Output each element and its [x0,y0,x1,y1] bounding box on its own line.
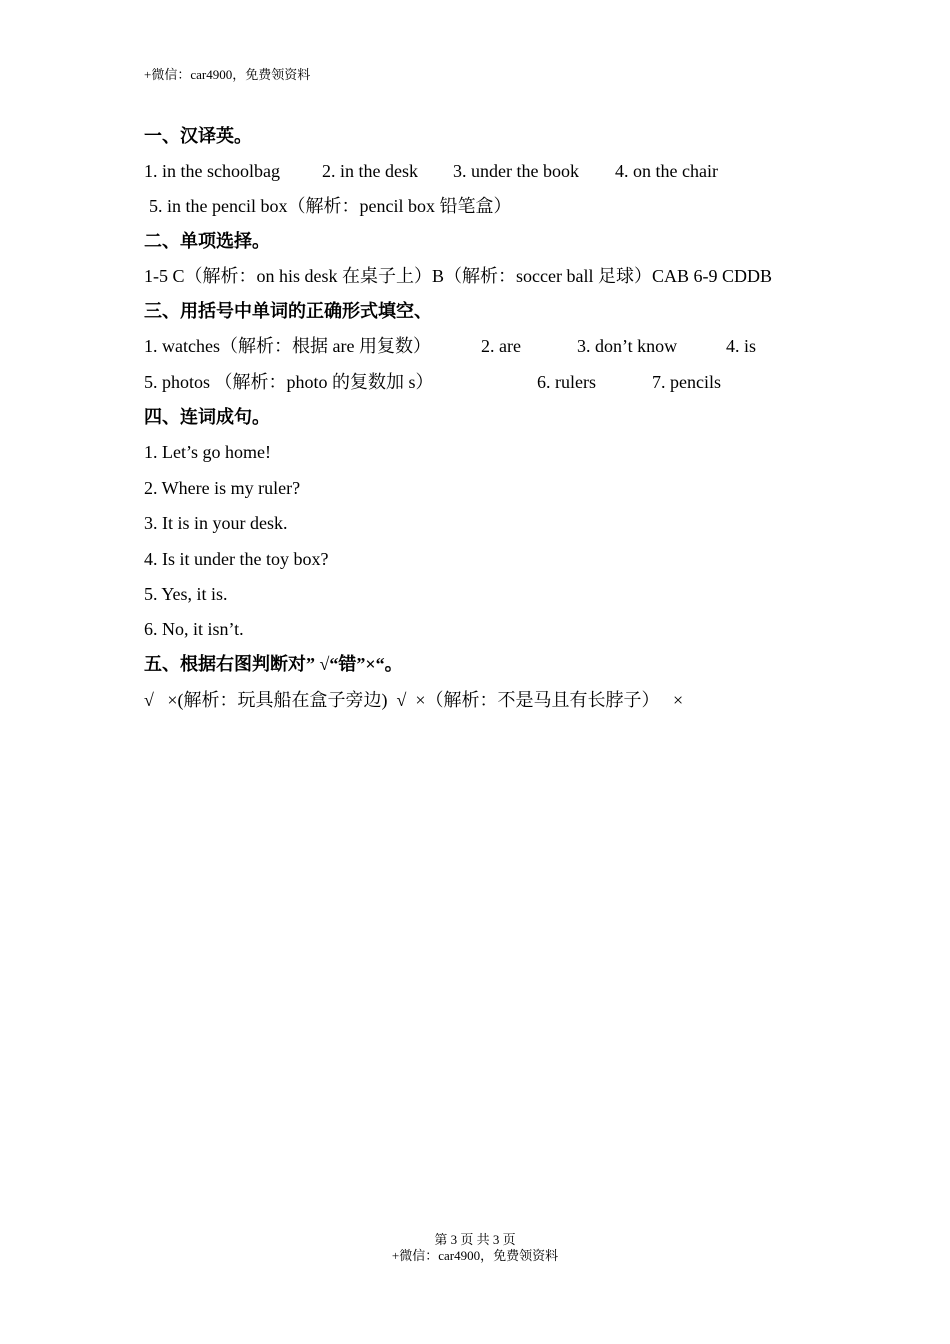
answer-item: 6. rulers [537,372,596,392]
answer-item: 3. don’t know [577,336,678,356]
answer-item: 1. watches（解析：根据 are 用复数） [144,336,431,356]
footer-note: +微信：car4900，免费领资料 [391,1248,559,1263]
section-1-heading: 一、汉译英。 [144,126,252,146]
sentence-item: 3. It is in your desk. [144,513,288,533]
answer-item: 1. in the schoolbag [144,161,280,181]
sentence-item: 5. Yes, it is. [144,584,228,604]
answer-item: 7. pencils [652,372,721,392]
answer-item: 3. under the book [453,161,579,181]
header-note: +微信：car4900，免费领资料 [144,67,311,82]
page-number: 第 3 页 共 3 页 [434,1232,516,1247]
section-4-heading: 四、连词成句。 [144,407,270,427]
sentence-item: 2. Where is my ruler? [144,478,301,498]
section-1-row-2: 5. in the pencil box（解析：pencil box 铅笔盒） [149,196,512,216]
section-2-row-1: 1-5 C（解析：on his desk 在桌子上）B（解析：soccer ball 足球）CAB 6-9 CDDB [144,266,772,286]
section-2-heading: 二、单项选择。 [144,231,270,251]
section-3-row-2 [144,370,844,394]
answer-item: 4. on the chair [615,161,718,181]
answer-item: 4. is [726,336,757,356]
answer-item: 5. photos （解析：photo 的复数加 s） [144,372,434,392]
answer-item: 2. are [481,336,521,356]
section-5-heading: 五、根据右图判断对” √“错”×“。 [144,654,403,674]
sentence-item: 6. No, it isn’t. [144,619,244,639]
section-3-row-1 [144,334,844,358]
answer-item: 2. in the desk [322,161,418,181]
section-3-heading: 三、用括号中单词的正确形式填空、 [144,301,432,321]
section-5-row-1: √ ×(解析：玩具船在盒子旁边) √ ×（解析：不是马且有长脖子） × [144,690,684,710]
section-1-row-1 [144,159,844,183]
sentence-item: 1. Let’s go home! [144,442,271,462]
sentence-item: 4. Is it under the toy box? [144,549,329,569]
